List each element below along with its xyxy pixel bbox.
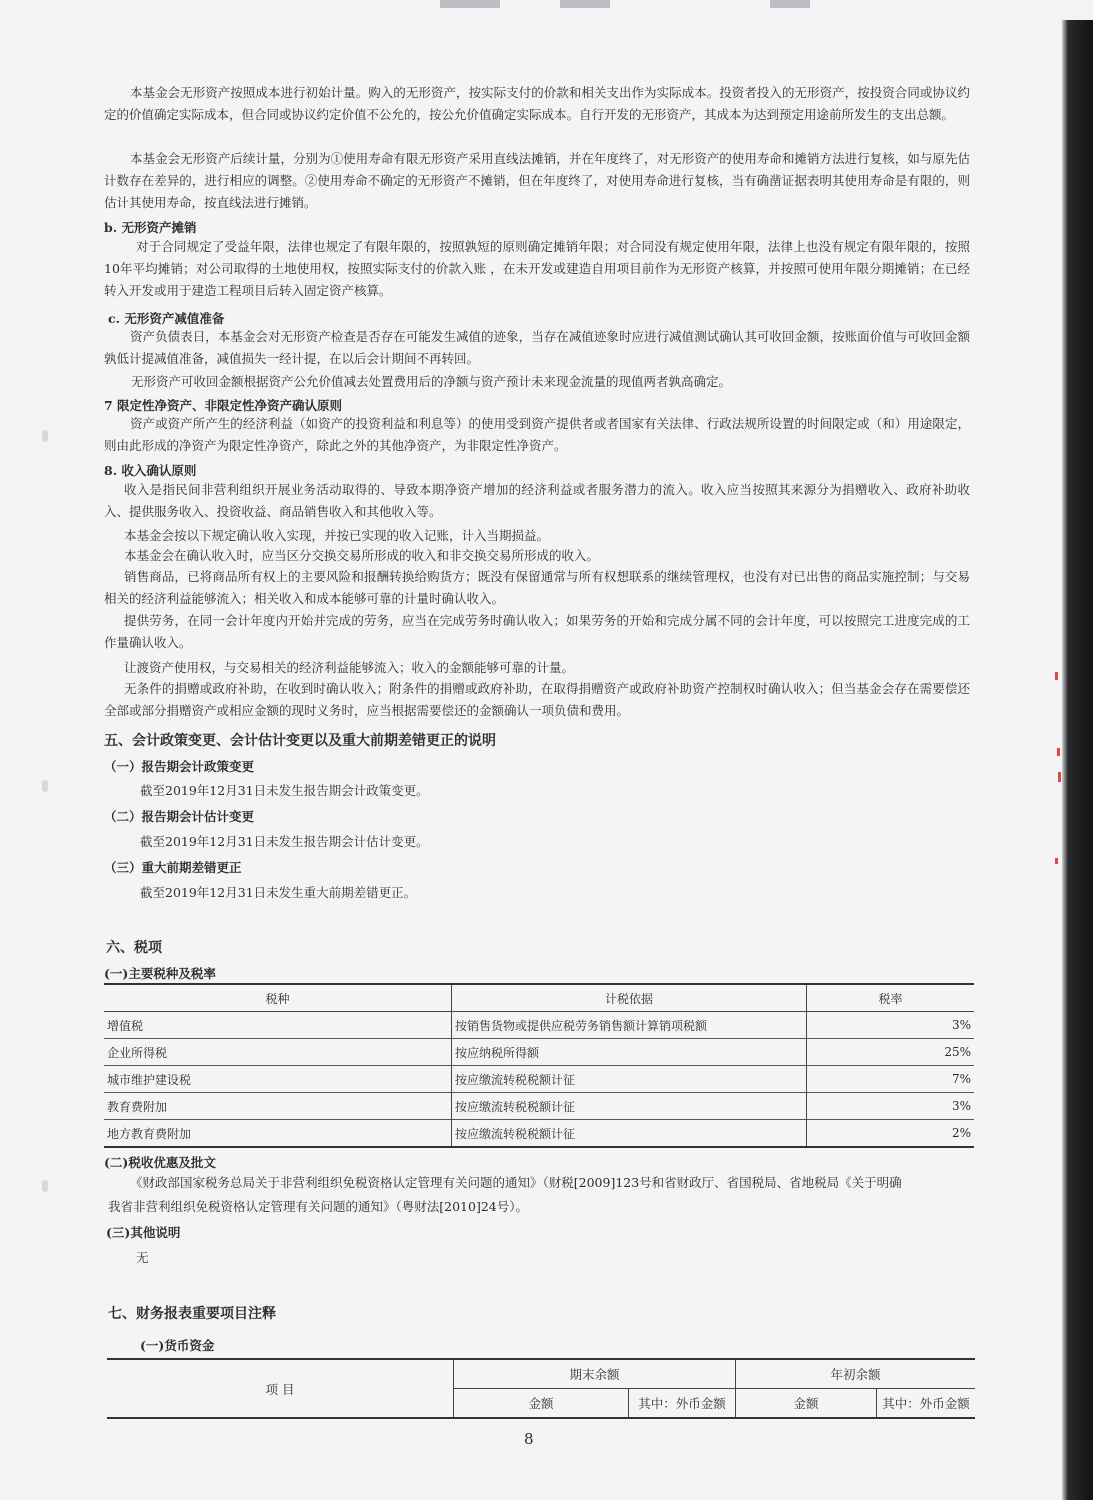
heading-section-5: 五、会计政策变更、会计估计变更以及重大前期差错更正的说明 xyxy=(104,733,496,749)
paragraph-services: 提供劳务，在同一会计年度内开始并完成的劳务，应当在完成劳务时确认收入；如果劳务的开始和完成分属不同的会计年度，可以按照完工进度完成的工作量确认收入。 xyxy=(104,613,970,650)
column-header-begin-amount: 金额 xyxy=(736,1389,877,1419)
column-header-item: 项 目 xyxy=(107,1359,454,1418)
paragraph-initial-measurement: 本基金会无形资产按照成本进行初始计量。购入的无形资产，按实际支付的价款和相关支出作为实际成本。投资者投入的无形资产，按投资合同或协议约定的价值确定实际成本，但合同或协议约定价值不公允的，按公允价值确定实际成本。自行开发的无形资产，其成本为达到预定用途前所发生的支出总额。 xyxy=(104,85,970,122)
column-header-tax-type: 税种 xyxy=(104,984,452,1012)
column-header-begin-balance: 年初余额 xyxy=(736,1359,976,1389)
column-header-tax-rate: 税率 xyxy=(807,984,975,1012)
scan-edge xyxy=(1062,20,1093,1500)
column-header-tax-basis: 计税依据 xyxy=(452,984,807,1012)
cell-tax-rate: 25% xyxy=(807,1039,975,1066)
subheading-estimate-change: （二）报告期会计估计变更 xyxy=(104,809,255,824)
red-mark xyxy=(1057,748,1060,756)
cell-tax-basis: 按应纳税所得额 xyxy=(452,1039,807,1066)
text-error-correction: 截至2019年12月31日未发生重大前期差错更正。 xyxy=(140,885,417,900)
column-header-end-foreign: 其中：外币金额 xyxy=(629,1389,736,1419)
red-mark xyxy=(1055,672,1058,680)
table-header-row xyxy=(104,984,974,1012)
subheading-cash: (一)货币资金 xyxy=(140,1338,215,1353)
cell-tax-type: 企业所得税 xyxy=(104,1039,452,1066)
heading-section-7-notes: 七、财务报表重要项目注释 xyxy=(108,1306,276,1322)
paragraph-asset-usage: 让渡资产使用权，与交易相关的经济利益能够流入；收入的金额能够可靠的计量。 xyxy=(124,660,575,675)
table-row xyxy=(104,1012,974,1039)
paragraph-subsequent-measurement: 本基金会无形资产后续计量，分别为①使用寿命有限无形资产采用直线法摊销，并在年度终了，对无形资产的使用寿命和摊销方法进行复核，如与原先估计数存在差异的，进行相应的调整。②使用寿命不确定的无形资产不摊销，但在年度终了，对使用寿命进行复核，当有确凿证据表明其使用寿命是有限的，则估计其使用寿命，按直线法进行摊销。 xyxy=(104,151,970,210)
cell-tax-rate: 3% xyxy=(951,1018,971,1032)
subheading-tax-incentives: (二)税收优惠及批文 xyxy=(104,1155,216,1170)
cell-tax-type: 城市维护建设税 xyxy=(104,1066,452,1093)
cell-tax-basis: 按销售货物或提供应税劳务销售额计算销项税额 xyxy=(452,1012,807,1039)
subheading-policy-change: （一）报告期会计政策变更 xyxy=(104,759,255,774)
paragraph-sales-goods: 销售商品，已将商品所有权上的主要风险和报酬转换给购货方；既没有保留通常与所有权想联系的继续管理权，也没有对已出售的商品实施控制；与交易相关的经济利益能够流入；相关收入和成本能够可靠的计量时确认收入。 xyxy=(104,569,970,606)
red-mark xyxy=(1055,858,1058,864)
column-header-end-balance: 期末余额 xyxy=(454,1359,736,1389)
column-header-end-amount: 金额 xyxy=(454,1389,629,1419)
text-tax-incentives-line2: 我省非营利组织免税资格认定管理有关问题的通知》（粤财法[2010]24号）。 xyxy=(108,1199,528,1214)
subheading-error-correction: （三）重大前期差错更正 xyxy=(104,860,242,875)
text-estimate-change: 截至2019年12月31日未发生报告期会计估计变更。 xyxy=(140,834,429,849)
paragraph-revenue-recognition: 本基金会按以下规定确认收入实现，并按已实现的收入记账，计入当期损益。 xyxy=(124,528,550,543)
table-header-row xyxy=(107,1359,975,1389)
paragraph-amortization: 对于合同规定了受益年限，法律也规定了有限年限的，按照孰短的原则确定摊销年限；对合同没有规定使用年限，法律上也没有规定有限年限的，按照10年平均摊销；对公司取得的土地使用权，按照实际支付的价款入账 ，在未开发或建造自用项目前作为无形资产核算，并按照可使用年限分期摊销；在已经转入开发或用于建造工程项目后转入固定资产核算。 xyxy=(104,239,970,298)
paragraph-impairment: 资产负债表日，本基金会对无形资产检查是否存在可能发生减值的迹象，当存在减值迹象时应进行减值测试确认其可收回金额，按账面价值与可收回金额孰低计提减值准备，减值损失一经计提，在以后会计期间不再转回。 xyxy=(104,329,970,366)
binder-mark xyxy=(440,0,500,8)
cell-tax-rate: 2% xyxy=(807,1120,975,1148)
column-header-begin-foreign: 其中：外币金额 xyxy=(877,1389,976,1419)
binder-mark xyxy=(770,0,810,8)
text-tax-incentives-line1: 《财政部国家税务总局关于非营利组织免税资格认定管理有关问题的通知》（财税[2009]123号和省财政厅、省国税局、省地税局《关于明确 xyxy=(130,1175,902,1190)
page-number: 8 xyxy=(524,1430,534,1448)
binder-mark xyxy=(560,0,610,8)
paragraph-revenue-definition: 收入是指民间非营利组织开展业务活动取得的、导致本期净资产增加的经济利益或者服务潜力的流入。收入应当按照其来源分为捐赠收入、政府补助收入、提供服务收入、投资收益、商品销售收入和其他收入等。 xyxy=(104,482,970,519)
cell-tax-rate: 3% xyxy=(807,1093,975,1120)
cell-tax-basis: 按应缴流转税税额计征 xyxy=(452,1093,807,1120)
heading-b: b. 无形资产摊销 xyxy=(104,220,197,235)
heading-c: c. 无形资产减值准备 xyxy=(108,311,225,326)
subheading-other-notes: (三)其他说明 xyxy=(106,1225,181,1240)
paragraph-exchange-transactions: 本基金会在确认收入时，应当区分交换交易所形成的收入和非交换交易所形成的收入。 xyxy=(124,548,600,563)
heading-section-6: 六、税项 xyxy=(106,940,162,956)
cash-table xyxy=(107,1358,975,1419)
punch-hole xyxy=(42,1180,48,1192)
paragraph-donations: 无条件的捐赠或政府补助，在收到时确认收入；附条件的捐赠或政府补助，在取得捐赠资产或政府补助资产控制权时确认收入；但当基金会存在需要偿还全部或部分捐赠资产或相应金额的现时义务时，应当根据需要偿还的金额确认一项负债和费用。 xyxy=(104,681,970,718)
heading-section-7: 7 限定性净资产、非限定性净资产确认原则 xyxy=(104,398,343,413)
table-row xyxy=(104,1093,974,1120)
tax-table xyxy=(104,983,974,1148)
paragraph-recoverable-amount: 无形资产可收回金额根据资产公允价值减去处置费用后的净额与资产预计未来现金流量的现值两者孰高确定。 xyxy=(131,374,732,389)
text-other-notes: 无 xyxy=(136,1250,149,1265)
punch-hole xyxy=(42,430,48,442)
cell-tax-type: 地方教育费附加 xyxy=(104,1120,452,1148)
red-mark xyxy=(1058,772,1061,782)
table-row xyxy=(104,1120,974,1148)
cell-tax-type: 增值税 xyxy=(104,1012,452,1039)
cell-tax-basis: 按应缴流转税税额计征 xyxy=(452,1120,807,1148)
paragraph-restricted-assets: 资产或资产所产生的经济利益（如资产的投资利益和利息等）的使用受到资产提供者或者国家有关法律、行政法规所设置的时间限定或（和）用途限定，则由此形成的净资产为限定性净资产，除此之外的其他净资产，为非限定性净资产。 xyxy=(104,416,970,453)
cell-tax-type: 教育费附加 xyxy=(104,1093,452,1120)
text-policy-change: 截至2019年12月31日未发生报告期会计政策变更。 xyxy=(140,783,429,798)
heading-section-8: 8. 收入确认原则 xyxy=(104,463,197,478)
punch-hole xyxy=(42,780,48,792)
cell-tax-basis: 按应缴流转税税额计征 xyxy=(452,1066,807,1093)
subheading-main-taxes: (一)主要税种及税率 xyxy=(104,966,216,981)
cell-tax-rate: 7% xyxy=(807,1066,975,1093)
table-row xyxy=(104,1066,974,1093)
table-row xyxy=(104,1039,974,1066)
